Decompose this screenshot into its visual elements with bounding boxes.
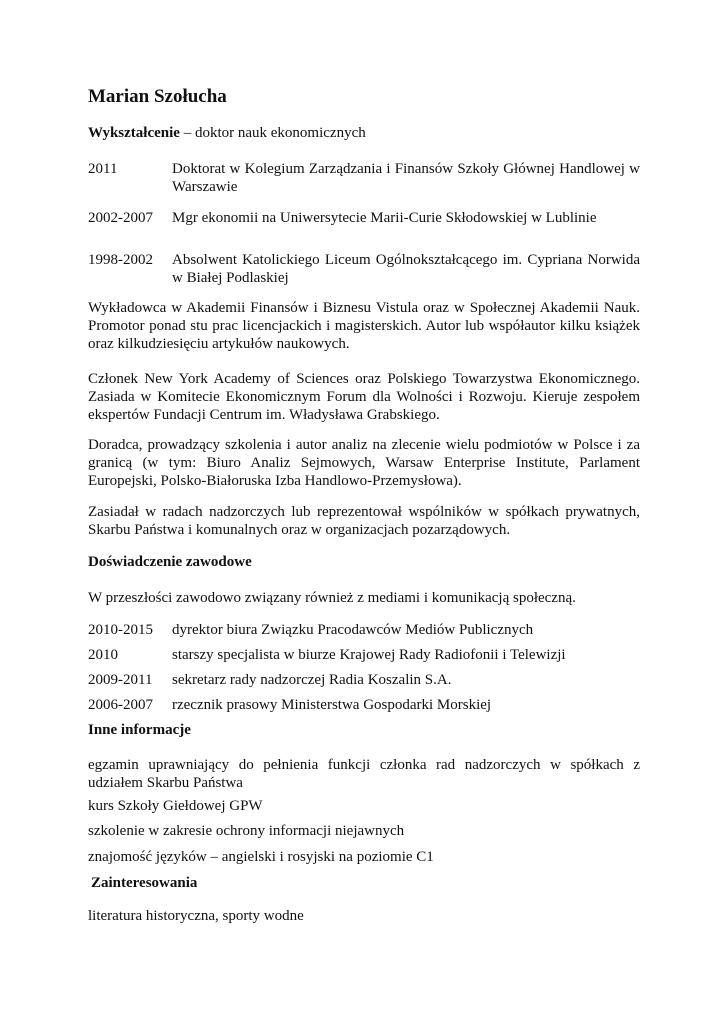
other-info-item: szkolenie w zakresie ochrony informacji niejawnych	[88, 823, 405, 839]
education-entry-text: Doktorat w Kolegium Zarządzania i Finansów Szkoły Głównej Handlowej w Warszawie	[172, 161, 640, 195]
experience-heading: Doświadczenie zawodowe	[88, 554, 252, 570]
education-entry-years: 1998-2002	[88, 252, 153, 268]
interests-heading: Zainteresowania	[91, 875, 198, 891]
experience-entry-text: starszy specjalista w biurze Krajowej Rady Radiofonii i Telewizji	[172, 647, 566, 663]
other-info-item: kurs Szkoły Giełdowej GPW	[88, 798, 263, 814]
bio-paragraph: Zasiadał w radach nadzorczych lub reprezentował wspólników w spółkach prywatnych, Skarbu Państwa i komunalnych oraz w organizacjach pozarządowych.	[88, 504, 640, 538]
other-info-item: znajomość języków – angielski i rosyjski na poziomie C1	[88, 849, 434, 865]
person-name: Marian Szołucha	[88, 86, 227, 107]
education-entry	[88, 209, 640, 227]
bio-paragraph: Doradca, prowadzący szkolenia i autor analiz na zlecenie wielu podmiotów w Polsce i za granicą (w tym: Biuro Analiz Sejmowych, Warsaw Enterprise Institute, Parlament Europejski, Polsko-Białoruska Izba Handlowo-Przemysłowa).	[88, 437, 640, 489]
education-entry-years: 2011	[88, 161, 118, 177]
interests-text: literatura historyczna, sporty wodne	[88, 908, 304, 924]
bio-paragraph: Wykładowca w Akademii Finansów i Biznesu Vistula oraz w Społecznej Akademii Nauk. Promotor ponad stu prac licencjackich i magisterskich. Autor lub współautor kilku książek oraz kilkudziesięciu artykułów naukowych.	[88, 300, 640, 352]
experience-entry-years: 2010	[88, 647, 118, 663]
education-entry-text: Absolwent Katolickiego Liceum Ogólnokształcącego im. Cypriana Norwida w Białej Podlaskiej	[172, 252, 640, 286]
experience-entry-text: dyrektor biura Związku Pracodawców Mediów Publicznych	[172, 622, 534, 638]
other-info-heading: Inne informacje	[88, 722, 191, 738]
education-entry-text: Mgr ekonomii na Uniwersytecie Marii-Curie Skłodowskiej w Lublinie	[172, 210, 597, 226]
education-entry-years: 2002-2007	[88, 210, 153, 226]
experience-entry-years: 2006-2007	[88, 697, 153, 713]
education-entry	[88, 160, 640, 196]
education-heading: Wykształcenie	[88, 125, 180, 141]
experience-entry-text: rzecznik prasowy Ministerstwa Gospodarki Morskiej	[172, 697, 492, 713]
experience-entry-years: 2009-2011	[88, 672, 153, 688]
experience-entry-text: sekretarz rady nadzorczej Radia Koszalin S.A.	[172, 672, 452, 688]
other-info-item: egzamin uprawniający do pełnienia funkcji członka rad nadzorczych w spółkach z udziałem Skarbu Państwa	[88, 757, 640, 791]
experience-intro: W przeszłości zawodowo związany również z mediami i komunikacją społeczną.	[88, 590, 576, 606]
bio-paragraph: Członek New York Academy of Sciences oraz Polskiego Towarzystwa Ekonomicznego. Zasiada w Komitecie Ekonomicznym Forum dla Wolności i Rozwoju. Kieruje zespołem ekspertów Fundacji Centrum im. Władysława Grabskiego.	[88, 371, 640, 423]
education-entry	[88, 251, 640, 287]
education-line	[88, 124, 366, 142]
experience-entry-years: 2010-2015	[88, 622, 153, 638]
education-summary: – doktor nauk ekonomicznych	[179, 125, 366, 141]
